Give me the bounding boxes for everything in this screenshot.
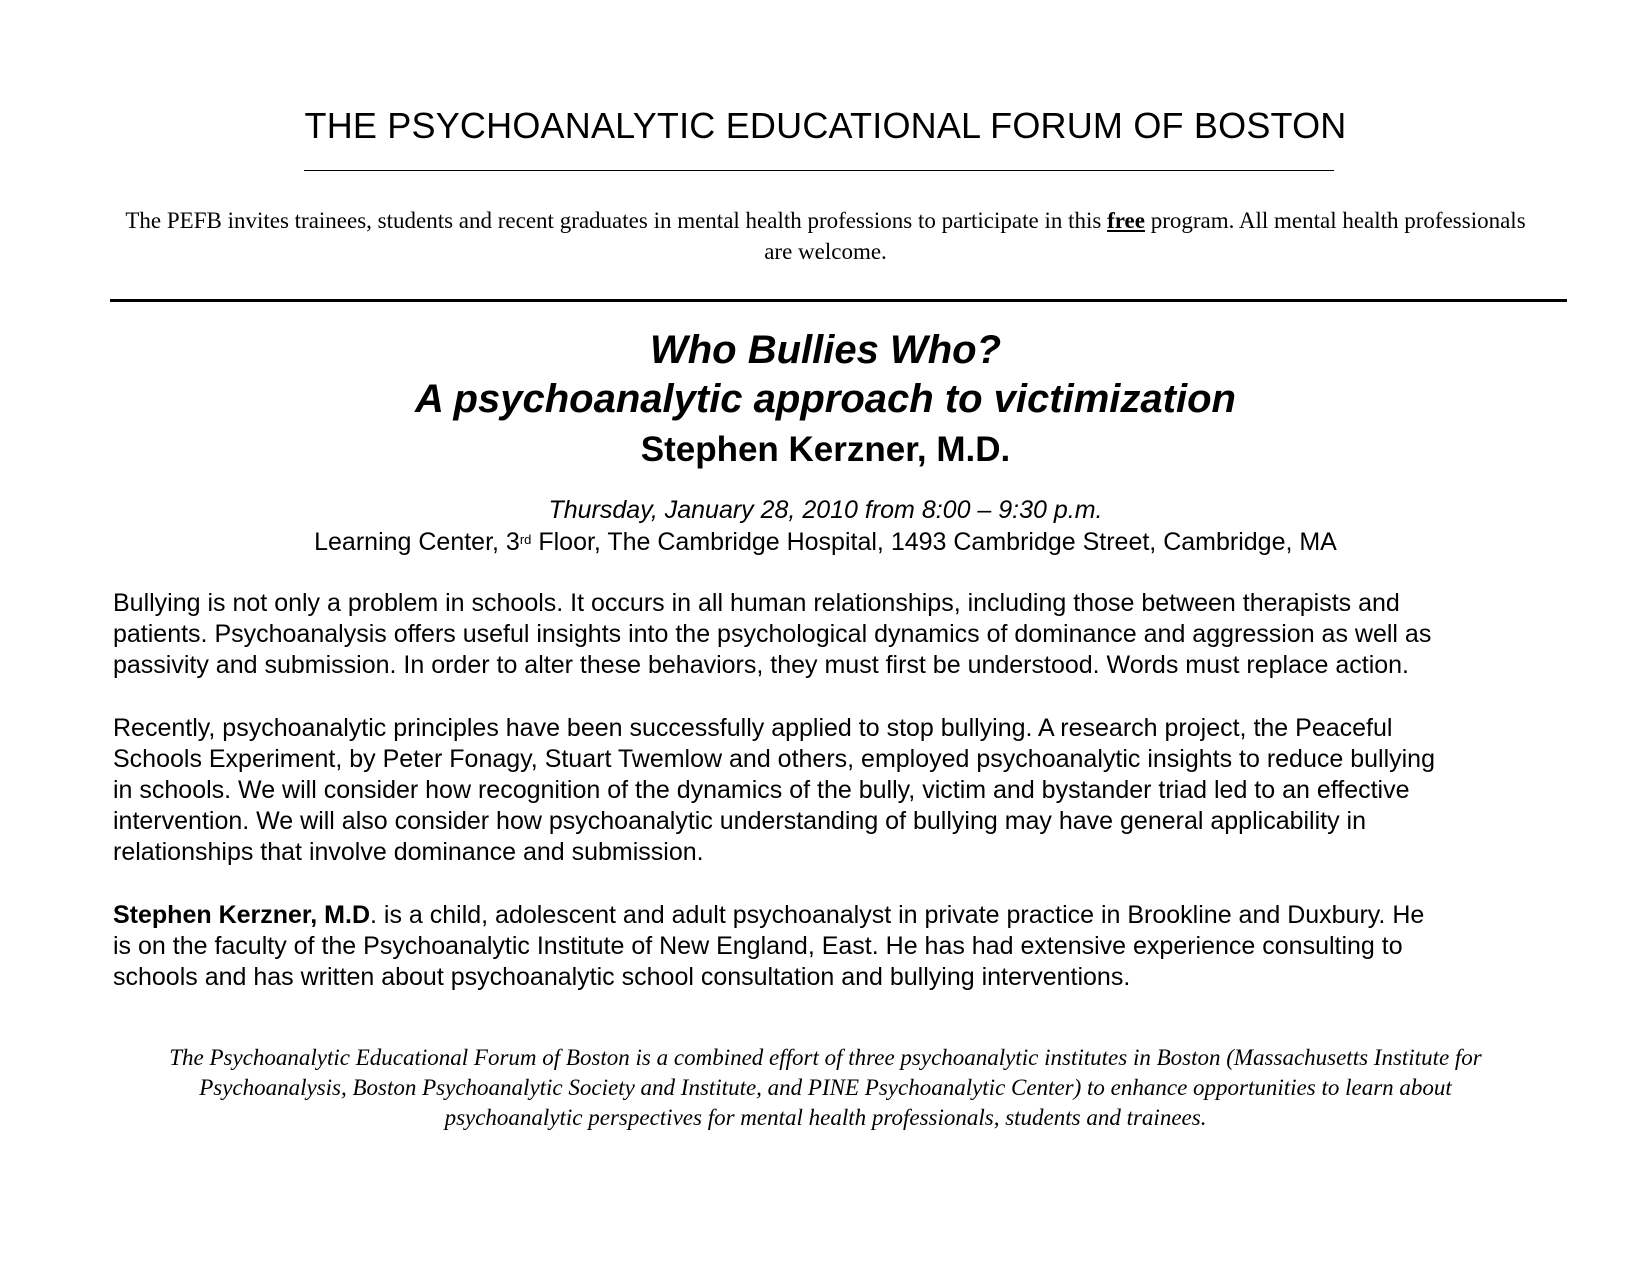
- paragraph-line: Schools Experiment, by Peter Fonagy, Stuart Twemlow and others, employed psychoanalytic insights to reduce bullying: [113, 745, 1435, 773]
- bio-line: is on the faculty of the Psychoanalytic Institute of New England, East. He has had extensive experience consulting to: [113, 932, 1403, 960]
- paragraph-line: patients. Psychoanalysis offers useful insights into the psychological dynamics of dominance and aggression as well as: [113, 620, 1432, 648]
- free-emphasis: free: [1107, 208, 1145, 233]
- invitation-text-start: The PEFB invites trainees, students and recent graduates in mental health professions to participate in this: [125, 208, 1108, 233]
- organization-title: THE PSYCHOANALYTIC EDUCATIONAL FORUM OF BOSTON: [304, 105, 1347, 146]
- speaker-bio: [113, 900, 1563, 993]
- footer-line: The Psychoanalytic Educational Forum of Boston is a combined effort of three psychoanalytic institutes in Boston (Massachusetts Institute for: [169, 1045, 1482, 1070]
- bio-first-line-text: . is a child, adolescent and adult psychoanalyst in private practice in Brookline and Duxbury. He: [370, 901, 1425, 929]
- event-date-time: Thursday, January 28, 2010 from 8:00 – 9:30 p.m.: [548, 496, 1103, 524]
- talk-title-line-1: Who Bullies Who?: [649, 328, 1002, 372]
- location-start: Learning Center, 3: [314, 528, 520, 556]
- speaker-name: Stephen Kerzner, M.D.: [640, 430, 1011, 469]
- paragraph-line: Recently, psychoanalytic principles have been successfully applied to stop bullying. A research project, the Peaceful: [113, 714, 1393, 742]
- location-end: Floor, The Cambridge Hospital, 1493 Cambridge Street, Cambridge, MA: [531, 528, 1337, 556]
- description-paragraph-2: [113, 713, 1563, 868]
- title-underline: [304, 170, 1334, 171]
- section-divider: [110, 299, 1567, 302]
- paragraph-line: intervention. We will also consider how psychoanalytic understanding of bullying may have general applicability in: [113, 807, 1367, 835]
- invitation-text-end: program. All mental health professionals are welcome.: [764, 208, 1526, 264]
- footer-line: psychoanalytic perspectives for mental health professionals, students and trainees.: [444, 1105, 1207, 1130]
- bio-line: schools and has written about psychoanalytic school consultation and bullying interventions.: [113, 963, 1131, 991]
- talk-title-line-2: A psychoanalytic approach to victimization: [415, 377, 1236, 421]
- paragraph-line: passivity and submission. In order to alter these behaviors, they must first be understood. Words must replace action.: [113, 651, 1409, 679]
- paragraph-line: in schools. We will consider how recognition of the dynamics of the bully, victim and bystander triad led to an effective: [113, 776, 1410, 804]
- description-paragraph-1: [113, 588, 1563, 681]
- forum-description-note: [110, 1043, 1541, 1133]
- bio-first-line: [113, 900, 1563, 931]
- location-ordinal-suffix: rd: [519, 532, 532, 547]
- invitation-text: [110, 205, 1541, 267]
- bio-speaker-name: Stephen Kerzner, M.D: [113, 901, 370, 929]
- paragraph-line: relationships that involve dominance and submission.: [113, 838, 704, 866]
- event-location: [0, 526, 1651, 558]
- paragraph-line: Bullying is not only a problem in schools. It occurs in all human relationships, including those between therapists and: [113, 589, 1400, 617]
- footer-line: Psychoanalysis, Boston Psychoanalytic Society and Institute, and PINE Psychoanalytic Center) to enhance opportunities to learn about: [199, 1075, 1452, 1100]
